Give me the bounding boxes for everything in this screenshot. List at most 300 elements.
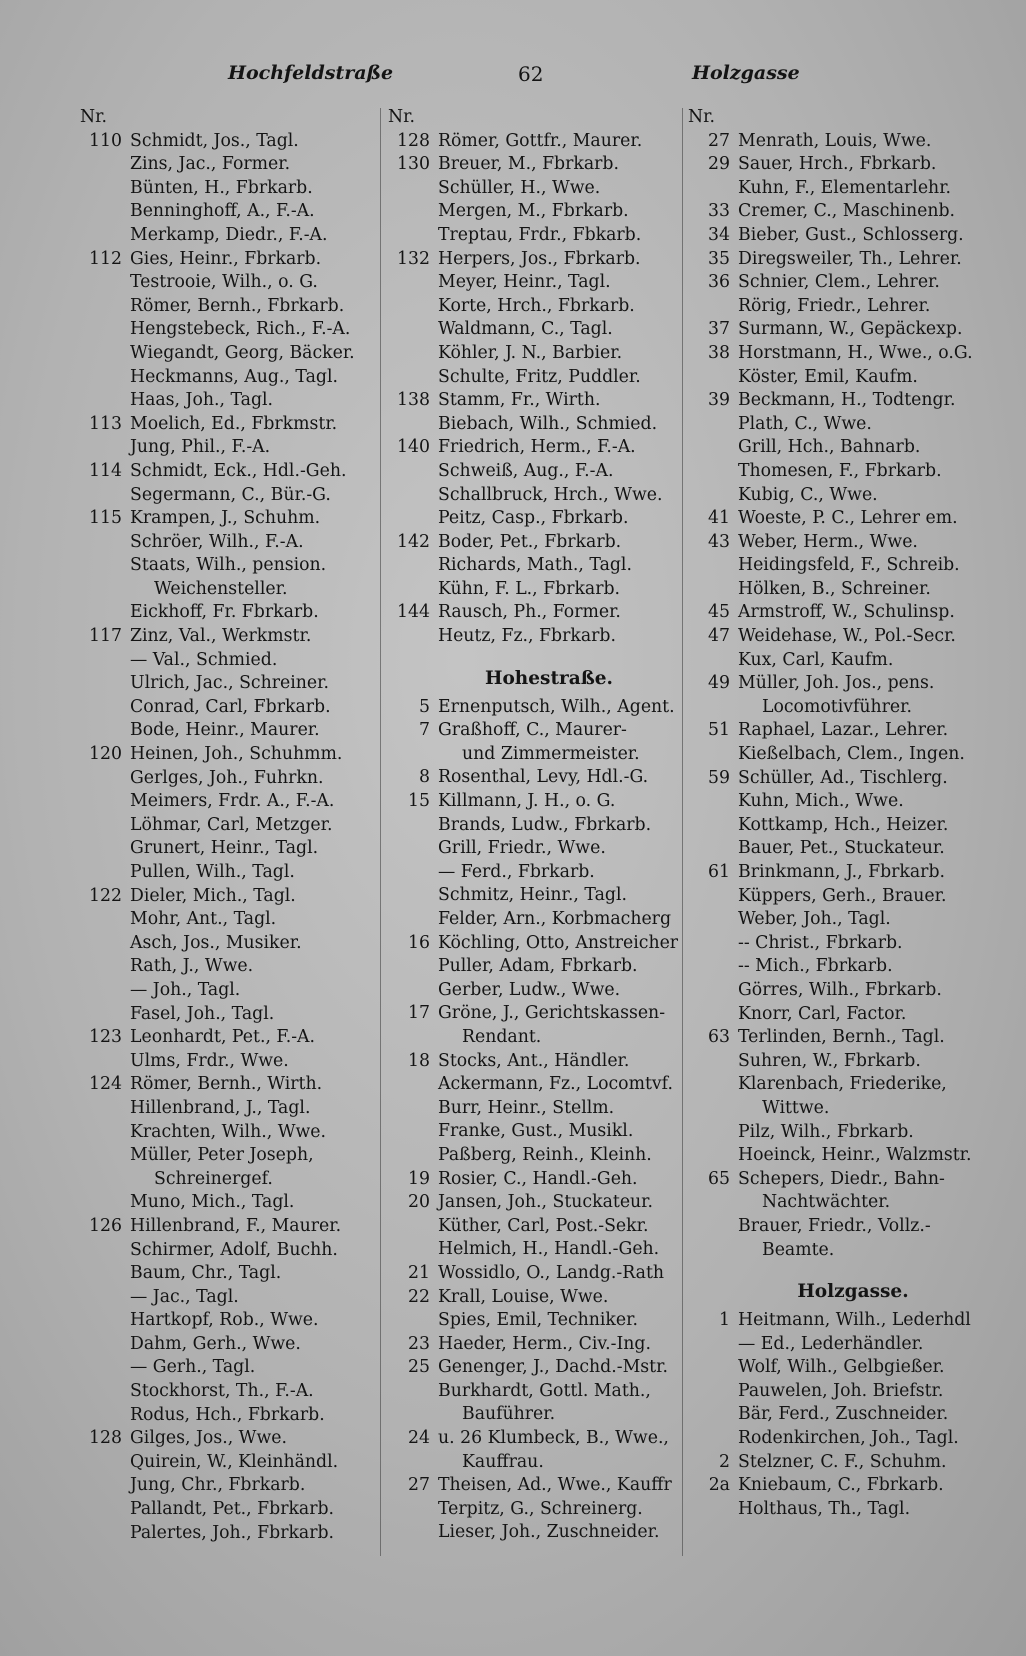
resident-entry: Benninghoff, A., F.-A. xyxy=(130,201,315,222)
resident-entry: Rodenkirchen, Joh., Tagl. xyxy=(738,1428,959,1449)
list-item xyxy=(688,153,988,177)
list-item xyxy=(80,1474,376,1498)
resident-entry: Müller, Peter Joseph, xyxy=(130,1145,314,1166)
house-number xyxy=(80,837,128,861)
house-number xyxy=(80,1474,128,1498)
list-item xyxy=(388,979,680,1003)
column-right xyxy=(688,106,988,1616)
house-number xyxy=(388,1215,436,1239)
resident-entry: Mergen, M., Fbrkarb. xyxy=(438,201,629,222)
list-item xyxy=(388,1521,680,1545)
house-number xyxy=(688,1215,736,1239)
list-item xyxy=(80,1522,376,1546)
list-item xyxy=(388,1215,680,1239)
resident-entry: Kühn, F. L., Fbrkarb. xyxy=(438,578,621,599)
list-item xyxy=(388,766,680,790)
list-item xyxy=(688,908,988,932)
resident-entry: Hillenbrand, F., Maurer. xyxy=(130,1215,342,1236)
resident-entry: Römer, Bernh., Wirth. xyxy=(130,1074,323,1095)
resident-entry: u. 26 Klumbeck, B., Wwe., xyxy=(438,1428,669,1449)
nr-label-row xyxy=(388,106,680,130)
list-item xyxy=(388,460,680,484)
list-item xyxy=(80,271,376,295)
list-item xyxy=(80,1451,376,1475)
resident-entry: -- Mich., Fbrkarb. xyxy=(738,956,893,977)
resident-entry: Pilz, Wilh., Fbrkarb. xyxy=(738,1121,914,1142)
house-number xyxy=(80,932,128,956)
house-number: 117 xyxy=(89,626,122,647)
list-item xyxy=(688,1239,988,1263)
house-number xyxy=(80,366,128,390)
resident-entry: Weber, Joh., Tagl. xyxy=(738,909,891,930)
list-item xyxy=(80,1286,376,1310)
house-number xyxy=(688,955,736,979)
house-number xyxy=(388,484,436,508)
resident-entry: Moelich, Ed., Fbrkmstr. xyxy=(130,413,338,434)
list-item xyxy=(388,1451,680,1475)
house-number xyxy=(688,436,736,460)
resident-entry: Römer, Bernh., Fbrkarb. xyxy=(130,295,345,316)
house-number: 63 xyxy=(708,1027,730,1048)
resident-entry: Schallbruck, Hrch., Wwe. xyxy=(438,484,663,505)
house-number xyxy=(388,1073,436,1097)
house-number: 27 xyxy=(708,130,730,151)
list-item xyxy=(80,790,376,814)
list-item xyxy=(388,1262,680,1286)
list-item xyxy=(80,719,376,743)
resident-entry: Lieser, Joh., Zuschneider. xyxy=(438,1522,660,1543)
nr-label: Nr. xyxy=(80,107,107,127)
house-number xyxy=(688,696,736,720)
resident-entry: Schmidt, Jos., Tagl. xyxy=(130,130,299,151)
resident-entry: Zinz, Val., Werkmstr. xyxy=(130,626,312,647)
house-number: 115 xyxy=(89,508,122,529)
house-number xyxy=(688,1144,736,1168)
list-item xyxy=(80,1380,376,1404)
resident-entry: Kuhn, Mich., Wwe. xyxy=(738,791,904,812)
resident-entry: Heutz, Fz., Fbrkarb. xyxy=(438,626,616,647)
list-item xyxy=(388,531,680,555)
list-item xyxy=(688,672,988,696)
house-number xyxy=(688,1073,736,1097)
house-number: 49 xyxy=(708,673,730,694)
house-number xyxy=(388,861,436,885)
house-number xyxy=(688,554,736,578)
list-item xyxy=(688,248,988,272)
resident-entry: Bär, Ferd., Zuschneider. xyxy=(738,1404,949,1425)
resident-entry: Waldmann, C., Tagl. xyxy=(438,319,613,340)
list-item xyxy=(388,790,680,814)
house-number xyxy=(688,177,736,201)
resident-entry: Brauer, Friedr., Vollz.- xyxy=(738,1215,931,1236)
list-item xyxy=(388,955,680,979)
house-number xyxy=(80,955,128,979)
house-number xyxy=(80,861,128,885)
resident-continuation: Locomotivführer. xyxy=(762,696,912,717)
resident-entry: Heitmann, Wilh., Lederhdl xyxy=(738,1310,971,1331)
list-item xyxy=(388,1333,680,1357)
resident-entry: Krall, Louise, Wwe. xyxy=(438,1286,609,1307)
resident-entry: Franke, Gust., Musikl. xyxy=(438,1121,634,1142)
resident-entry: Schnier, Clem., Lehrer. xyxy=(738,272,940,293)
house-number: 18 xyxy=(408,1050,430,1071)
house-number: 47 xyxy=(708,626,730,647)
list-item xyxy=(80,1215,376,1239)
house-number xyxy=(388,743,436,767)
list-item xyxy=(388,1238,680,1262)
house-number xyxy=(80,1050,128,1074)
resident-entry: Römer, Gottfr., Maurer. xyxy=(438,130,643,151)
list-item xyxy=(80,1356,376,1380)
house-number xyxy=(388,271,436,295)
resident-entry: Haeder, Herm., Civ.-Ing. xyxy=(438,1333,651,1354)
house-number xyxy=(688,460,736,484)
house-number xyxy=(688,1003,736,1027)
list-item xyxy=(688,531,988,555)
house-number xyxy=(388,1120,436,1144)
house-number xyxy=(80,696,128,720)
resident-entry: Gröne, J., Gerichtskassen- xyxy=(438,1003,666,1024)
house-number xyxy=(388,1521,436,1545)
list-item xyxy=(688,318,988,342)
list-item xyxy=(388,1380,680,1404)
list-item xyxy=(80,389,376,413)
house-number: 123 xyxy=(89,1027,122,1048)
resident-entry: -- Christ., Fbrkarb. xyxy=(738,932,903,953)
list-item xyxy=(388,200,680,224)
house-number: 29 xyxy=(708,154,730,175)
list-item xyxy=(388,814,680,838)
list-item xyxy=(388,1191,680,1215)
nr-label: Nr. xyxy=(388,107,415,127)
resident-entry: Hölken, B., Schreiner. xyxy=(738,578,931,599)
house-number xyxy=(688,649,736,673)
list-item xyxy=(388,837,680,861)
list-item xyxy=(388,436,680,460)
house-number xyxy=(80,1451,128,1475)
house-number xyxy=(388,200,436,224)
resident-entry: Meimers, Frdr. A., F.-A. xyxy=(130,791,335,812)
list-item xyxy=(688,1191,988,1215)
resident-continuation: Beamte. xyxy=(762,1239,835,1260)
house-number xyxy=(80,342,128,366)
resident-entry: Quirein, W., Kleinhändl. xyxy=(130,1451,339,1472)
house-number: 132 xyxy=(397,248,430,269)
resident-entry: Schweiß, Aug., F.-A. xyxy=(438,460,614,481)
house-number xyxy=(688,578,736,602)
house-number xyxy=(80,1498,128,1522)
resident-entry: Sauer, Hrch., Fbrkarb. xyxy=(738,154,937,175)
list-item xyxy=(388,507,680,531)
house-number xyxy=(80,601,128,625)
list-item xyxy=(80,1309,376,1333)
resident-entry: Merkamp, Diedr., F.-A. xyxy=(130,224,328,245)
list-item xyxy=(80,1498,376,1522)
house-number: 138 xyxy=(397,390,430,411)
house-number xyxy=(80,1309,128,1333)
house-number xyxy=(80,649,128,673)
house-number: 17 xyxy=(408,1003,430,1024)
list-item xyxy=(388,1050,680,1074)
resident-entry: Jung, Chr., Fbrkarb. xyxy=(130,1475,306,1496)
resident-entry: Heidingsfeld, F., Schreib. xyxy=(738,555,960,576)
house-number xyxy=(388,1498,436,1522)
resident-entry: Rodus, Hch., Fbrkarb. xyxy=(130,1404,325,1425)
list-item xyxy=(80,366,376,390)
house-number xyxy=(688,743,736,767)
house-number xyxy=(80,224,128,248)
house-number xyxy=(388,1026,436,1050)
house-number xyxy=(80,1333,128,1357)
resident-entry: Ulrich, Jac., Schreiner. xyxy=(130,673,329,694)
house-number: 27 xyxy=(408,1475,430,1496)
list-item xyxy=(80,1239,376,1263)
house-number: 25 xyxy=(408,1357,430,1378)
list-item xyxy=(688,885,988,909)
house-number: 1 xyxy=(719,1310,730,1331)
resident-entry: Krampen, J., Schuhm. xyxy=(130,508,321,529)
house-number xyxy=(80,672,128,696)
list-item xyxy=(688,460,988,484)
house-number xyxy=(388,814,436,838)
list-item xyxy=(688,366,988,390)
house-number xyxy=(388,554,436,578)
house-number xyxy=(688,366,736,390)
list-item xyxy=(80,979,376,1003)
house-number: 114 xyxy=(89,460,122,481)
list-item xyxy=(388,578,680,602)
list-item xyxy=(688,200,988,224)
list-item xyxy=(388,342,680,366)
house-number xyxy=(80,719,128,743)
house-number: 2 xyxy=(719,1451,730,1472)
list-item xyxy=(80,342,376,366)
list-item xyxy=(388,1309,680,1333)
list-item xyxy=(80,1404,376,1428)
resident-entry: — Jac., Tagl. xyxy=(130,1286,239,1307)
resident-entry: Hoeinck, Heinr., Walzmstr. xyxy=(738,1145,972,1166)
house-number xyxy=(688,814,736,838)
resident-entry: Kießelbach, Clem., Ingen. xyxy=(738,744,965,765)
house-number xyxy=(80,1286,128,1310)
resident-entry: Burr, Heinr., Stellm. xyxy=(438,1097,615,1118)
resident-entry: Jansen, Joh., Stuckateur. xyxy=(438,1192,654,1213)
resident-entry: Küppers, Gerh., Brauer. xyxy=(738,885,947,906)
house-number: 24 xyxy=(408,1428,430,1449)
resident-entry: Horstmann, H., Wwe., o.G. xyxy=(738,342,973,363)
list-item xyxy=(688,1003,988,1027)
list-item xyxy=(688,1215,988,1239)
list-item xyxy=(688,1309,988,1333)
resident-entry: Dahm, Gerh., Wwe. xyxy=(130,1333,301,1354)
resident-entry: Kubig, C., Wwe. xyxy=(738,484,878,505)
resident-entry: Hengstebeck, Rich., F.-A. xyxy=(130,319,351,340)
list-item xyxy=(388,318,680,342)
list-item xyxy=(80,1050,376,1074)
list-item xyxy=(80,649,376,673)
resident-entry: Plath, C., Wwe. xyxy=(738,413,872,434)
house-number xyxy=(388,1097,436,1121)
list-item xyxy=(388,1427,680,1451)
house-number xyxy=(388,908,436,932)
resident-entry: Menrath, Louis, Wwe. xyxy=(738,130,932,151)
resident-entry: Schüller, Ad., Tischlerg. xyxy=(738,767,948,788)
list-item xyxy=(688,955,988,979)
resident-continuation: Kauffrau. xyxy=(462,1451,544,1472)
resident-entry: Segermann, C., Bür.-G. xyxy=(130,484,331,505)
resident-entry: Woeste, P. C., Lehrer em. xyxy=(738,508,958,529)
resident-entry: Dieler, Mich., Tagl. xyxy=(130,885,296,906)
house-number xyxy=(80,484,128,508)
house-number xyxy=(80,979,128,1003)
resident-entry: Klarenbach, Friederike, xyxy=(738,1074,947,1095)
resident-continuation: Nachtwächter. xyxy=(762,1192,891,1213)
list-item xyxy=(80,153,376,177)
list-item xyxy=(80,1427,376,1451)
house-number xyxy=(80,1380,128,1404)
list-item xyxy=(688,1050,988,1074)
resident-entry: Killmann, J. H., o. G. xyxy=(438,791,616,812)
resident-entry: Köhler, J. N., Barbier. xyxy=(438,342,623,363)
list-item xyxy=(688,224,988,248)
house-number: 112 xyxy=(89,248,122,269)
list-item xyxy=(388,1403,680,1427)
list-item xyxy=(688,484,988,508)
house-number xyxy=(688,979,736,1003)
list-item xyxy=(80,318,376,342)
list-item xyxy=(388,484,680,508)
resident-entry: — Ferd., Fbrkarb. xyxy=(438,861,595,882)
resident-entry: Pallandt, Pet., Fbrkarb. xyxy=(130,1499,335,1520)
resident-entry: Grill, Hch., Bahnarb. xyxy=(738,437,921,458)
list-item xyxy=(80,1144,376,1168)
resident-entry: Asch, Jos., Musiker. xyxy=(130,932,302,953)
resident-entry: Schulte, Fritz, Puddler. xyxy=(438,366,641,387)
resident-continuation: Wittwe. xyxy=(762,1097,830,1118)
list-item xyxy=(388,743,680,767)
house-number: 120 xyxy=(89,744,122,765)
list-item xyxy=(80,955,376,979)
list-item xyxy=(688,1427,988,1451)
list-item xyxy=(388,932,680,956)
house-number xyxy=(388,1451,436,1475)
house-number: 38 xyxy=(708,342,730,363)
house-number xyxy=(688,1191,736,1215)
house-number xyxy=(80,389,128,413)
house-number xyxy=(688,1356,736,1380)
list-item xyxy=(688,507,988,531)
house-number xyxy=(688,908,736,932)
resident-entry: Peitz, Casp., Fbrkarb. xyxy=(438,508,629,529)
house-number: 15 xyxy=(408,791,430,812)
list-item xyxy=(80,767,376,791)
list-item xyxy=(688,1403,988,1427)
house-number xyxy=(80,1121,128,1145)
house-number xyxy=(388,460,436,484)
list-item xyxy=(688,649,988,673)
resident-entry: Jung, Phil., F.-A. xyxy=(130,437,271,458)
list-item xyxy=(80,460,376,484)
resident-entry: Muno, Mich., Tagl. xyxy=(130,1192,295,1213)
house-number xyxy=(688,1498,736,1522)
house-number: 113 xyxy=(89,413,122,434)
house-number: 2a xyxy=(708,1475,730,1496)
resident-entry: Pullen, Wilh., Tagl. xyxy=(130,862,295,882)
resident-entry: Raphael, Lazar., Lehrer. xyxy=(738,720,949,741)
list-item xyxy=(688,1097,988,1121)
resident-entry: Gerlges, Joh., Fuhrkn. xyxy=(130,767,324,788)
list-item xyxy=(388,413,680,437)
house-number xyxy=(80,1191,128,1215)
house-number: 140 xyxy=(397,437,430,458)
list-item xyxy=(388,224,680,248)
list-item xyxy=(388,861,680,885)
house-number xyxy=(80,1404,128,1428)
resident-entry: Haas, Joh., Tagl. xyxy=(130,390,274,411)
house-number xyxy=(388,979,436,1003)
resident-entry: Testrooie, Wilh., o. G. xyxy=(130,272,318,293)
resident-entry: Ernenputsch, Wilh., Agent. xyxy=(438,696,675,717)
list-item xyxy=(688,767,988,791)
resident-entry: Ulms, Frdr., Wwe. xyxy=(130,1050,289,1071)
resident-continuation: Schreinergef. xyxy=(154,1168,273,1189)
list-item xyxy=(388,1073,680,1097)
resident-entry: Ackermann, Fz., Locomtvf. xyxy=(438,1074,673,1095)
list-item xyxy=(80,1121,376,1145)
list-item xyxy=(688,1144,988,1168)
list-item xyxy=(80,224,376,248)
house-number: 43 xyxy=(708,531,730,552)
list-item xyxy=(388,1286,680,1310)
list-item xyxy=(388,295,680,319)
house-number xyxy=(388,342,436,366)
resident-entry: Cremer, C., Maschinenb. xyxy=(738,201,956,222)
list-item xyxy=(80,554,376,578)
resident-entry: Krachten, Wilh., Wwe. xyxy=(130,1121,326,1142)
house-number: 23 xyxy=(408,1333,430,1354)
header-street-right: Holzgasse xyxy=(692,62,800,84)
resident-entry: Hartkopf, Rob., Wwe. xyxy=(130,1310,319,1331)
list-item xyxy=(80,1097,376,1121)
list-item xyxy=(688,932,988,956)
resident-entry: Stocks, Ant., Händler. xyxy=(438,1050,630,1071)
resident-entry: Paßberg, Reinh., Kleinh. xyxy=(438,1144,652,1165)
resident-entry: Stockhorst, Th., F.-A. xyxy=(130,1381,314,1402)
house-number xyxy=(80,1097,128,1121)
list-item xyxy=(388,271,680,295)
house-number: 59 xyxy=(708,767,730,788)
list-item xyxy=(80,531,376,555)
house-number xyxy=(688,1121,736,1145)
list-item xyxy=(388,884,680,908)
list-item xyxy=(388,366,680,390)
house-number xyxy=(80,318,128,342)
resident-entry: Terpitz, G., Schreinerg. xyxy=(438,1498,643,1519)
house-number: 130 xyxy=(397,154,430,175)
list-item xyxy=(688,389,988,413)
resident-entry: Rath, J., Wwe. xyxy=(130,956,254,977)
house-number: 33 xyxy=(708,201,730,222)
resident-entry: Kux, Carl, Kaufm. xyxy=(738,649,894,670)
house-number xyxy=(80,1522,128,1546)
resident-continuation: Bauführer. xyxy=(462,1404,556,1425)
house-number: 144 xyxy=(397,602,430,623)
list-item xyxy=(688,790,988,814)
column-divider xyxy=(682,108,683,1556)
list-item xyxy=(80,295,376,319)
house-number: 21 xyxy=(408,1262,430,1283)
house-number xyxy=(688,1333,736,1357)
